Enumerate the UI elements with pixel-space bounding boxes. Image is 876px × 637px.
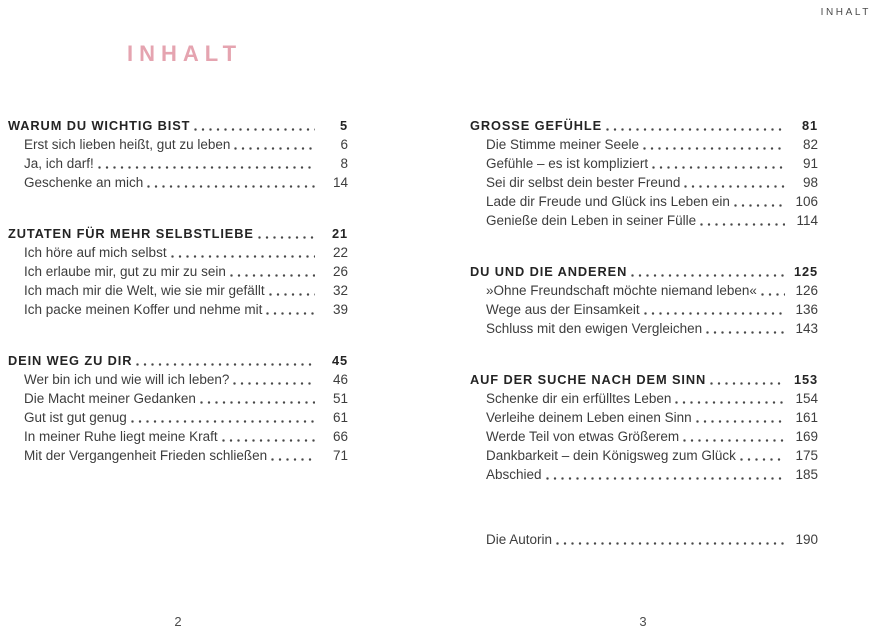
toc-item-row	[470, 465, 818, 484]
toc-heading-row	[8, 224, 348, 243]
leader-dots	[271, 446, 315, 465]
toc-item-row	[8, 281, 348, 300]
leader-dots	[234, 135, 315, 154]
leader-dots	[230, 262, 315, 281]
toc-entry-page: 81	[801, 118, 818, 133]
toc-item-row	[8, 173, 348, 192]
leader-dots	[136, 351, 315, 370]
leader-dots	[710, 370, 785, 389]
leader-dots	[652, 154, 785, 173]
toc-item-row	[8, 408, 348, 427]
leader-dots	[696, 408, 785, 427]
toc-heading-row	[470, 262, 818, 281]
toc-entry-label: Gut ist gut genug	[24, 410, 127, 425]
toc-entry-label: Ich erlaube mir, gut zu mir zu sein	[24, 264, 226, 279]
toc-entry-label: GROSSE GEFÜHLE	[470, 118, 603, 133]
toc-item-row	[470, 530, 818, 549]
leader-dots	[706, 319, 785, 338]
toc-item-row	[8, 262, 348, 281]
page-number-right: 3	[639, 614, 647, 629]
leader-dots	[98, 154, 315, 173]
toc-column-right	[470, 116, 818, 549]
toc-entry-page: 46	[332, 372, 348, 387]
toc-item-row	[470, 389, 818, 408]
toc-item-row	[8, 135, 348, 154]
toc-entry-page: 39	[332, 302, 348, 317]
toc-entry-page: 114	[796, 213, 818, 228]
leader-dots	[233, 370, 315, 389]
toc-entry-label: Mit der Vergangenheit Frieden schließen	[24, 448, 268, 463]
toc-entry-label: DU UND DIE ANDEREN	[470, 264, 628, 279]
toc-item-row	[8, 300, 348, 319]
leader-dots	[700, 211, 785, 230]
toc-item-row	[470, 446, 818, 465]
toc-item-row	[470, 154, 818, 173]
toc-entry-page: 125	[793, 264, 818, 279]
toc-item-row	[470, 211, 818, 230]
page-title: INHALT	[127, 41, 243, 66]
toc-entry-page: 154	[795, 391, 818, 406]
leader-dots	[740, 446, 785, 465]
toc-entry-page: 5	[339, 118, 348, 133]
toc-section	[470, 530, 818, 549]
toc-entry-label: Schluss mit den ewigen Vergleichen	[486, 321, 703, 336]
toc-item-row	[8, 446, 348, 465]
leader-dots	[171, 243, 315, 262]
page-number-left: 2	[174, 614, 182, 629]
toc-entry-label: Wege aus der Einsamkeit	[486, 302, 640, 317]
leader-dots	[546, 465, 785, 484]
running-head: INHALT	[820, 7, 871, 18]
toc-entry-page: 185	[795, 467, 818, 482]
leader-dots	[643, 135, 785, 154]
toc-entry-page: 45	[331, 353, 348, 368]
leader-dots	[644, 300, 785, 319]
toc-item-row	[470, 281, 818, 300]
leader-dots	[734, 192, 785, 211]
toc-entry-page: 143	[795, 321, 818, 336]
toc-entry-page: 98	[802, 175, 818, 190]
leader-dots	[684, 173, 785, 192]
toc-entry-page: 153	[793, 372, 818, 387]
toc-entry-label: Die Autorin	[486, 532, 553, 547]
leader-dots	[266, 300, 315, 319]
toc-item-row	[470, 319, 818, 338]
toc-item-row	[470, 300, 818, 319]
toc-item-row	[470, 408, 818, 427]
toc-entry-page: 161	[795, 410, 818, 425]
toc-section	[470, 116, 818, 230]
leader-dots	[200, 389, 315, 408]
leader-dots	[194, 116, 315, 135]
toc-entry-page: 136	[795, 302, 818, 317]
leader-dots	[675, 389, 785, 408]
toc-entry-page: 169	[795, 429, 818, 444]
toc-item-row	[470, 427, 818, 446]
leader-dots	[683, 427, 785, 446]
toc-entry-page: 82	[802, 137, 818, 152]
leader-dots	[131, 408, 315, 427]
toc-entry-page: 8	[340, 156, 348, 171]
toc-entry-page: 21	[331, 226, 348, 241]
toc-heading-row	[8, 116, 348, 135]
toc-entry-page: 126	[795, 283, 818, 298]
toc-section	[8, 116, 348, 192]
leader-dots	[631, 262, 785, 281]
toc-section	[470, 370, 818, 484]
toc-entry-label: Werde Teil von etwas Größerem	[486, 429, 680, 444]
leader-dots	[222, 427, 315, 446]
toc-entry-page: 66	[332, 429, 348, 444]
toc-entry-page: 22	[332, 245, 348, 260]
toc-entry-label: Gefühle – es ist kompliziert	[486, 156, 649, 171]
toc-item-row	[8, 154, 348, 173]
toc-entry-label: WARUM DU WICHTIG BIST	[8, 118, 191, 133]
toc-entry-label: Abschied	[486, 467, 542, 482]
leader-dots	[761, 281, 785, 300]
toc-entry-page: 6	[340, 137, 348, 152]
toc-entry-page: 14	[332, 175, 348, 190]
toc-entry-page: 26	[332, 264, 348, 279]
toc-entry-label: Dankbarkeit – dein Königsweg zum Glück	[486, 448, 736, 463]
toc-entry-page: 61	[332, 410, 348, 425]
toc-item-row	[470, 173, 818, 192]
toc-item-row	[8, 389, 348, 408]
toc-section	[470, 262, 818, 338]
toc-item-row	[8, 370, 348, 389]
toc-entry-page: 91	[802, 156, 818, 171]
toc-entry-label: Geschenke an mich	[24, 175, 144, 190]
toc-heading-row	[8, 351, 348, 370]
toc-item-row	[8, 427, 348, 446]
toc-entry-page: 190	[795, 532, 818, 547]
toc-entry-label: Ja, ich darf!	[24, 156, 94, 171]
toc-entry-label: DEIN WEG ZU DIR	[8, 353, 133, 368]
toc-entry-page: 71	[332, 448, 348, 463]
toc-item-row	[8, 243, 348, 262]
toc-entry-page: 32	[332, 283, 348, 298]
toc-entry-label: Ich höre auf mich selbst	[24, 245, 167, 260]
leader-dots	[147, 173, 315, 192]
toc-section	[8, 224, 348, 319]
leader-dots	[556, 530, 785, 549]
toc-entry-label: Ich mach mir die Welt, wie sie mir gefällt	[24, 283, 265, 298]
toc-entry-label: Lade dir Freude und Glück ins Leben ein	[486, 194, 730, 209]
toc-item-row	[470, 192, 818, 211]
leader-dots	[606, 116, 785, 135]
toc-heading-row	[470, 370, 818, 389]
toc-entry-label: Verleihe deinem Leben einen Sinn	[486, 410, 692, 425]
toc-entry-label: Genieße dein Leben in seiner Fülle	[486, 213, 697, 228]
toc-entry-label: Die Stimme meiner Seele	[486, 137, 640, 152]
toc-entry-label: Ich packe meinen Koffer und nehme mit	[24, 302, 263, 317]
toc-heading-row	[470, 116, 818, 135]
toc-entry-page: 51	[332, 391, 348, 406]
toc-entry-label: Erst sich lieben heißt, gut zu leben	[24, 137, 231, 152]
toc-entry-label: »Ohne Freundschaft möchte niemand leben«	[486, 283, 757, 298]
toc-entry-page: 175	[795, 448, 818, 463]
toc-entry-page: 106	[795, 194, 818, 209]
toc-entry-label: Die Macht meiner Gedanken	[24, 391, 196, 406]
toc-entry-label: Schenke dir ein erfülltes Leben	[486, 391, 672, 406]
toc-item-row	[470, 135, 818, 154]
leader-dots	[258, 224, 315, 243]
toc-section	[8, 351, 348, 465]
leader-dots	[269, 281, 315, 300]
toc-entry-label: Wer bin ich und wie will ich leben?	[24, 372, 230, 387]
toc-column-left	[8, 116, 348, 465]
toc-entry-label: Sei dir selbst dein bester Freund	[486, 175, 681, 190]
toc-entry-label: AUF DER SUCHE NACH DEM SINN	[470, 372, 707, 387]
toc-entry-label: In meiner Ruhe liegt meine Kraft	[24, 429, 218, 444]
toc-entry-label: ZUTATEN FÜR MEHR SELBSTLIEBE	[8, 226, 254, 241]
